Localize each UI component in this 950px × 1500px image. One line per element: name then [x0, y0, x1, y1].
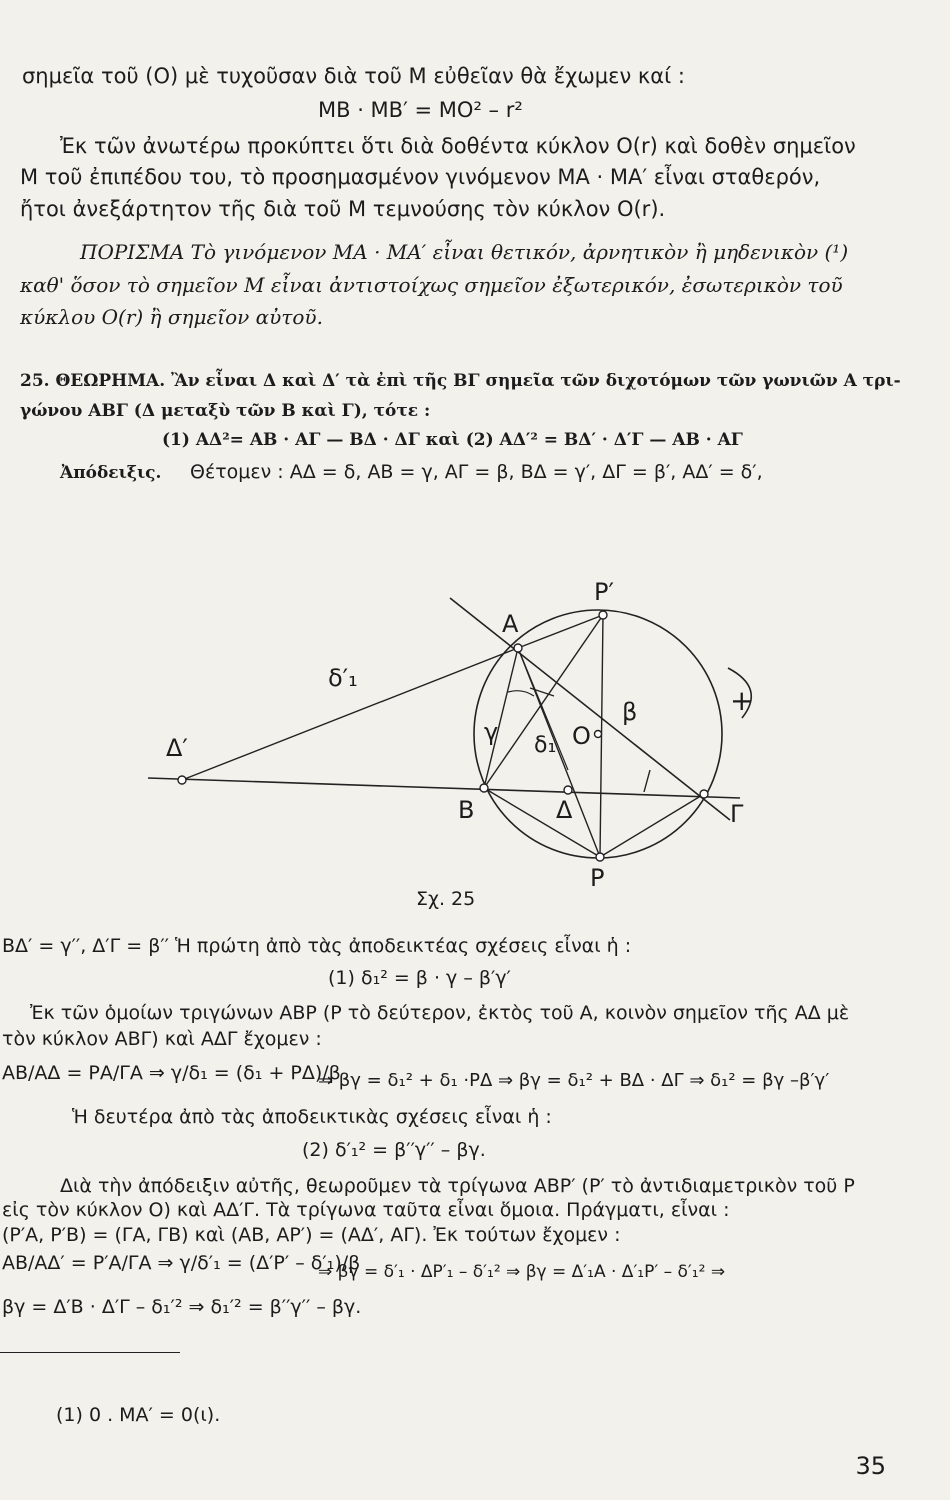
label-delta-prime: Δ′	[166, 734, 188, 762]
geometry-figure	[130, 560, 810, 900]
line-ag	[450, 598, 730, 820]
corollary-line: ΠΟΡΙΣΜΑ Τὸ γινόμενον ΜΑ · ΜΑ′ εἶναι θετικόν, ἀρνητικὸν ἢ μηδενικὸν (¹)	[80, 240, 849, 264]
equation-line: ⇒ βγ = δ₁² + δ₁ ·ΡΔ ⇒ βγ = δ₁² + ΒΔ · ΔΓ ⇒ δ₁² = βγ –β′γ′	[318, 1070, 830, 1091]
equation-line: (2) δ′₁² = β′′γ′′ – βγ.	[302, 1139, 486, 1161]
label-delta: Δ	[556, 796, 573, 824]
label-beta: β	[622, 698, 638, 726]
label-delta1: δ₁	[534, 733, 557, 758]
point-delta	[564, 786, 572, 794]
point-b	[480, 784, 488, 792]
figure-caption: Σχ. 25	[416, 888, 476, 910]
text-line: τὸν κύκλον ΑΒΓ) καὶ ΑΔΓ ἔχομεν :	[2, 1028, 322, 1050]
text-line: Μ τοῦ ἐπιπέδου του, τὸ προσημασμένον γινόμενον ΜΑ · ΜΑ′ εἶναι σταθερόν,	[20, 165, 821, 189]
angle-arc-a	[508, 691, 534, 696]
label-gamma: Γ	[730, 800, 744, 828]
text-line: Θέτομεν : ΑΔ = δ, ΑΒ = γ, ΑΓ = β, ΒΔ = γ′, ΔΓ = β′, ΑΔ′ = δ′,	[190, 461, 763, 483]
text-line: Ἐκ τῶν ὁμοίων τριγώνων ΑΒΡ (Ρ τὸ δεύτερον, ἐκτὸς τοῦ Α, κοινὸν σημεῖον τῆς ΑΔ μὲ	[30, 1002, 850, 1024]
point-gamma	[700, 790, 708, 798]
equation-line: (1) δ₁² = β · γ – β′γ′	[328, 967, 511, 989]
footnote: (1) 0 . ΜΑ′ = 0(ι).	[56, 1404, 221, 1426]
segment-pg	[600, 794, 704, 857]
segment-bp-prime	[484, 615, 603, 788]
label-b: B	[458, 796, 475, 824]
theorem-line: γώνου ΑΒΓ (Δ μεταξὺ τῶν Β καὶ Γ), τότε :	[20, 401, 431, 421]
footnote-rule	[0, 1352, 180, 1353]
text-line: Ἐκ τῶν ἀνωτέρω προκύπτει ὅτι διὰ δοθέντα κύκλον O(r) καὶ δοθὲν σημεῖον	[60, 134, 856, 158]
point-p	[596, 853, 604, 861]
text-line: ΒΔ′ = γ′′, Δ′Γ = β′′ Ἡ πρώτη ἀπὸ τὰς ἀποδεικτέας σχέσεις εἶναι ἡ :	[2, 935, 632, 957]
corollary-line: καθ' ὅσον τὸ σημεῖον Μ εἶναι ἀντιστοίχως σημεῖον ἐξωτερικόν, ἐσωτερικὸν τοῦ	[20, 273, 843, 297]
equation-line: ΑΒ/ΑΔ = ΡΑ/ΓΑ ⇒ γ/δ₁ = (δ₁ + ΡΔ)/β	[2, 1062, 341, 1084]
label-delta1-prime: δ′₁	[328, 664, 358, 692]
point-o	[595, 731, 602, 738]
point-p-prime	[599, 611, 607, 619]
equation-line: ⇒ βγ = δ′₁ · ΔΡ′₁ – δ′₁² ⇒ βγ = Δ′₁Α · Δ′₁Ρ′ – δ′₁² ⇒	[318, 1262, 726, 1282]
text-line: Ἡ δευτέρα ἀπὸ τὰς ἀποδεικτικὰς σχέσεις εἶναι ἡ :	[72, 1106, 552, 1128]
text-line: ἤτοι ἀνεξάρτητον τῆς διὰ τοῦ Μ τεμνούσης τὸν κύκλον O(r).	[20, 197, 666, 221]
segment-bp	[484, 788, 600, 857]
proof-label: Ἀπόδειξις.	[60, 463, 162, 483]
label-plus: +	[730, 684, 754, 717]
corollary-line: κύκλου O(r) ἢ σημεῖον αὐτοῦ.	[20, 305, 323, 329]
label-p: P	[590, 864, 605, 892]
label-gamma-side: γ	[484, 718, 499, 746]
theorem-statement: (1) ΑΔ²= ΑΒ · ΑΓ — ΒΔ · ΔΓ καὶ (2) ΑΔ′² = ΒΔ′ · Δ′Γ — ΑΒ · ΑΓ	[162, 430, 743, 450]
angle-arrow-g	[644, 770, 650, 792]
text-line: εἰς τὸν κύκλον Ο) καὶ ΑΔ′Γ. Τὰ τρίγωνα ταῦτα εἶναι ὅμοια. Πράγματι, εἶναι :	[2, 1199, 730, 1221]
text-line: Διὰ τὴν ἀπόδειξιν αὐτῆς, θεωροῦμεν τὰ τρίγωνα ΑΒΡ′ (Ρ′ τὸ ἀντιδιαμετρικὸν τοῦ Ρ	[60, 1175, 855, 1197]
segment-ap-prime	[518, 615, 603, 648]
line-bc	[148, 778, 740, 798]
point-delta-prime	[178, 776, 186, 784]
equation-line: MB · MB′ = MO² – r²	[318, 98, 523, 122]
equation-line: βγ = Δ′Β · Δ′Γ – δ₁′² ⇒ δ₁′² = β′′γ′′ – βγ.	[2, 1296, 362, 1318]
page-number: 35	[855, 1452, 886, 1480]
equation-line: ΑΒ/ΑΔ′ = Ρ′Α/ΓΑ ⇒ γ/δ′₁ = (Δ′Ρ′ – δ′₁)/β	[2, 1252, 361, 1274]
label-o: O	[572, 722, 591, 750]
text-line: σημεῖα τοῦ (Ο) μὲ τυχοῦσαν διὰ τοῦ Μ εὐθεῖαν θὰ ἔχωμεν καί :	[22, 64, 685, 88]
text-line: (Ρ′Α, Ρ′Β) = (ΓΑ, ΓΒ) καὶ (ΑΒ, ΑΡ′) = (ΑΔ′, ΑΓ). Ἐκ τούτων ἔχομεν :	[2, 1224, 621, 1246]
label-a: A	[502, 610, 519, 638]
label-p-prime: P′	[594, 578, 614, 606]
theorem-heading: 25. ΘΕΩΡΗΜΑ. Ἂν εἶναι Δ καὶ Δ′ τὰ ἐπὶ τῆς ΒΓ σημεῖα τῶν διχοτόμων τῶν γωνιῶν Α τρι-	[20, 371, 901, 391]
point-a	[514, 644, 522, 652]
